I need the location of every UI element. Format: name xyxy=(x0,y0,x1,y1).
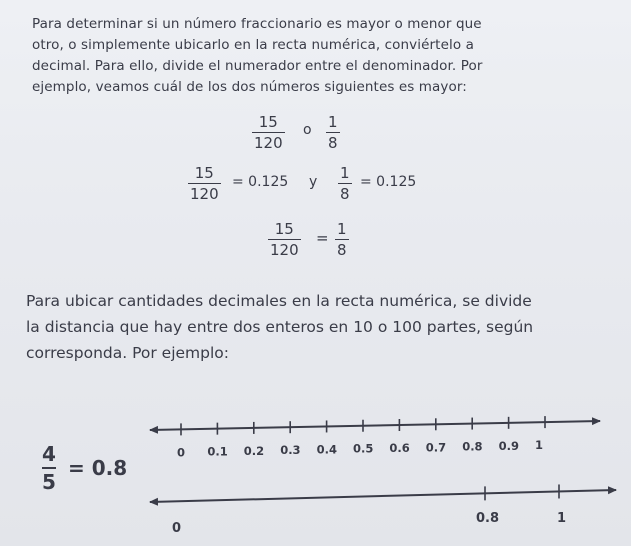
intro-line: ejemplo, veamos cuál de los dos números siguientes es mayor: xyxy=(32,79,467,95)
numerator: 1 xyxy=(337,220,347,238)
numerator: 4 xyxy=(42,442,56,466)
numerator: 15 xyxy=(274,220,294,238)
tick-label: 0.6 xyxy=(389,441,410,456)
tick-label: 1 xyxy=(557,511,567,526)
conversion-result-a: = 0.125 xyxy=(232,174,289,190)
denominator: 8 xyxy=(337,241,347,259)
tick-label: 0.7 xyxy=(425,440,447,455)
compare-connector: o xyxy=(303,122,312,138)
tick-label: 0.9 xyxy=(498,438,519,453)
conversion-connector: y xyxy=(309,174,318,190)
tick-label: 1 xyxy=(535,438,544,453)
tick-label: 0.8 xyxy=(476,511,500,526)
denominator: 8 xyxy=(340,185,350,203)
tick-label: 0 xyxy=(177,445,186,460)
tick-label: 0.8 xyxy=(462,439,483,454)
numerator: 15 xyxy=(194,164,214,182)
tick-label: 0.3 xyxy=(280,443,301,458)
number-line-bottom xyxy=(150,484,616,536)
number-line-top xyxy=(150,416,600,459)
intro-line: Para determinar si un número fraccionario es mayor o menor que xyxy=(32,16,482,32)
intro-line: otro, o simplemente ubicarlo en la recta numérica, conviértelo a xyxy=(32,37,474,53)
numerator: 15 xyxy=(258,113,278,131)
conversion-result-b: = 0.125 xyxy=(360,174,417,190)
tick-label: 0.1 xyxy=(207,444,228,459)
denominator: 5 xyxy=(42,470,56,494)
denominator: 8 xyxy=(328,134,338,152)
paragraph-line: la distancia que hay entre dos enteros en 10 o 100 partes, según xyxy=(26,318,534,336)
denominator: 120 xyxy=(254,134,283,152)
paragraph-line: corresponda. Por ejemplo: xyxy=(26,344,229,362)
numerator: 1 xyxy=(328,113,338,131)
numerator: 1 xyxy=(340,164,350,182)
denominator: 120 xyxy=(270,241,299,259)
example-result: = 0.8 xyxy=(68,456,128,480)
tick-label: 0.4 xyxy=(316,442,337,457)
denominator: 120 xyxy=(190,185,219,203)
tick-label: 0 xyxy=(172,521,182,536)
paragraph-line: Para ubicar cantidades decimales en la recta numérica, se divide xyxy=(26,292,532,310)
intro-line: decimal. Para ello, divide el numerador entre el denominador. Por xyxy=(32,58,483,74)
number-line-bottom-axis xyxy=(150,490,616,502)
equality-sign: = xyxy=(316,229,329,247)
tick-label: 0.2 xyxy=(243,443,265,458)
tick-label: 0.5 xyxy=(353,441,374,456)
